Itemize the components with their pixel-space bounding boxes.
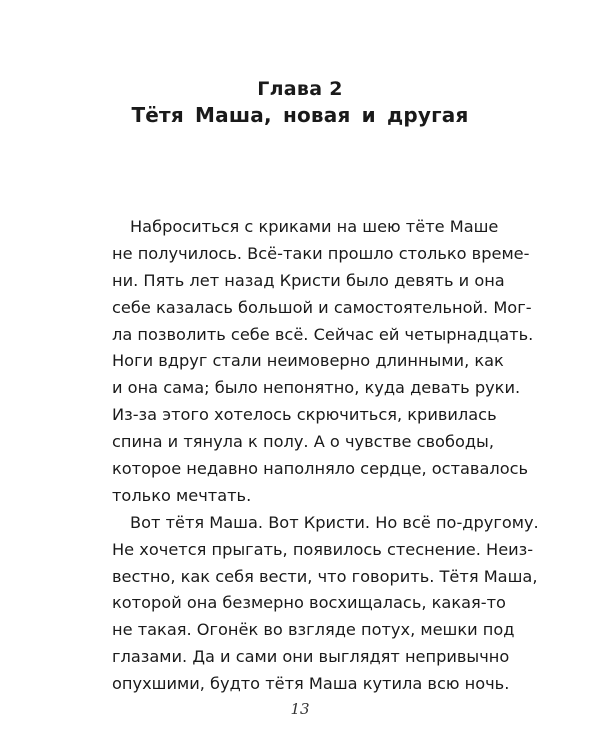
text-line: только мечтать. [112, 485, 252, 505]
text-line: которой она безмерно восхищалась, какая-то [112, 593, 506, 613]
text-line: которое недавно наполняло сердце, оставалось [112, 459, 529, 479]
text-line: Из-за этого хотелось скрючиться, кривилась [112, 405, 497, 425]
text-line: ла позволить себе всё. Сейчас ей четырнадцать. [112, 324, 534, 344]
text-line: Наброситься с криками на шею тёте Маше [130, 217, 499, 236]
text-line: Не хочется прыгать, появилось стеснение. Неиз- [112, 539, 534, 559]
chapter-body [112, 214, 539, 698]
text-line: опухшими, будто тётя Маша кутила всю ночь. [112, 674, 510, 694]
text-line: глазами. Да и сами они выглядят непривычно [112, 647, 510, 667]
text-line: Вот тётя Маша. Вот Кристи. Но всё по-другому. [130, 512, 539, 532]
text-line: и она сама; было непонятно, куда девать руки. [112, 378, 521, 398]
text-line: себе казалась большой и самостоятельной. Мог- [112, 297, 532, 317]
text-line: вестно, как себя вести, что говорить. Тётя Маша, [112, 566, 538, 586]
paragraph-2 [112, 510, 539, 698]
text-line: не получилось. Всё-таки прошло столько време- [112, 243, 530, 263]
page-number: 13 [290, 700, 310, 718]
text-line: спина и тянула к полу. А о чувстве свободы, [112, 432, 494, 452]
text-line: Ноги вдруг стали неимоверно длинными, как [112, 351, 504, 371]
text-line: ни. Пять лет назад Кристи было девять и она [112, 270, 505, 290]
chapter-number: Глава 2 [257, 78, 343, 100]
text-line: не такая. Огонёк во взгляде потух, мешки под [112, 620, 515, 640]
paragraph-1 [112, 214, 534, 510]
chapter-title: Тётя Маша, новая и другая [131, 103, 469, 127]
